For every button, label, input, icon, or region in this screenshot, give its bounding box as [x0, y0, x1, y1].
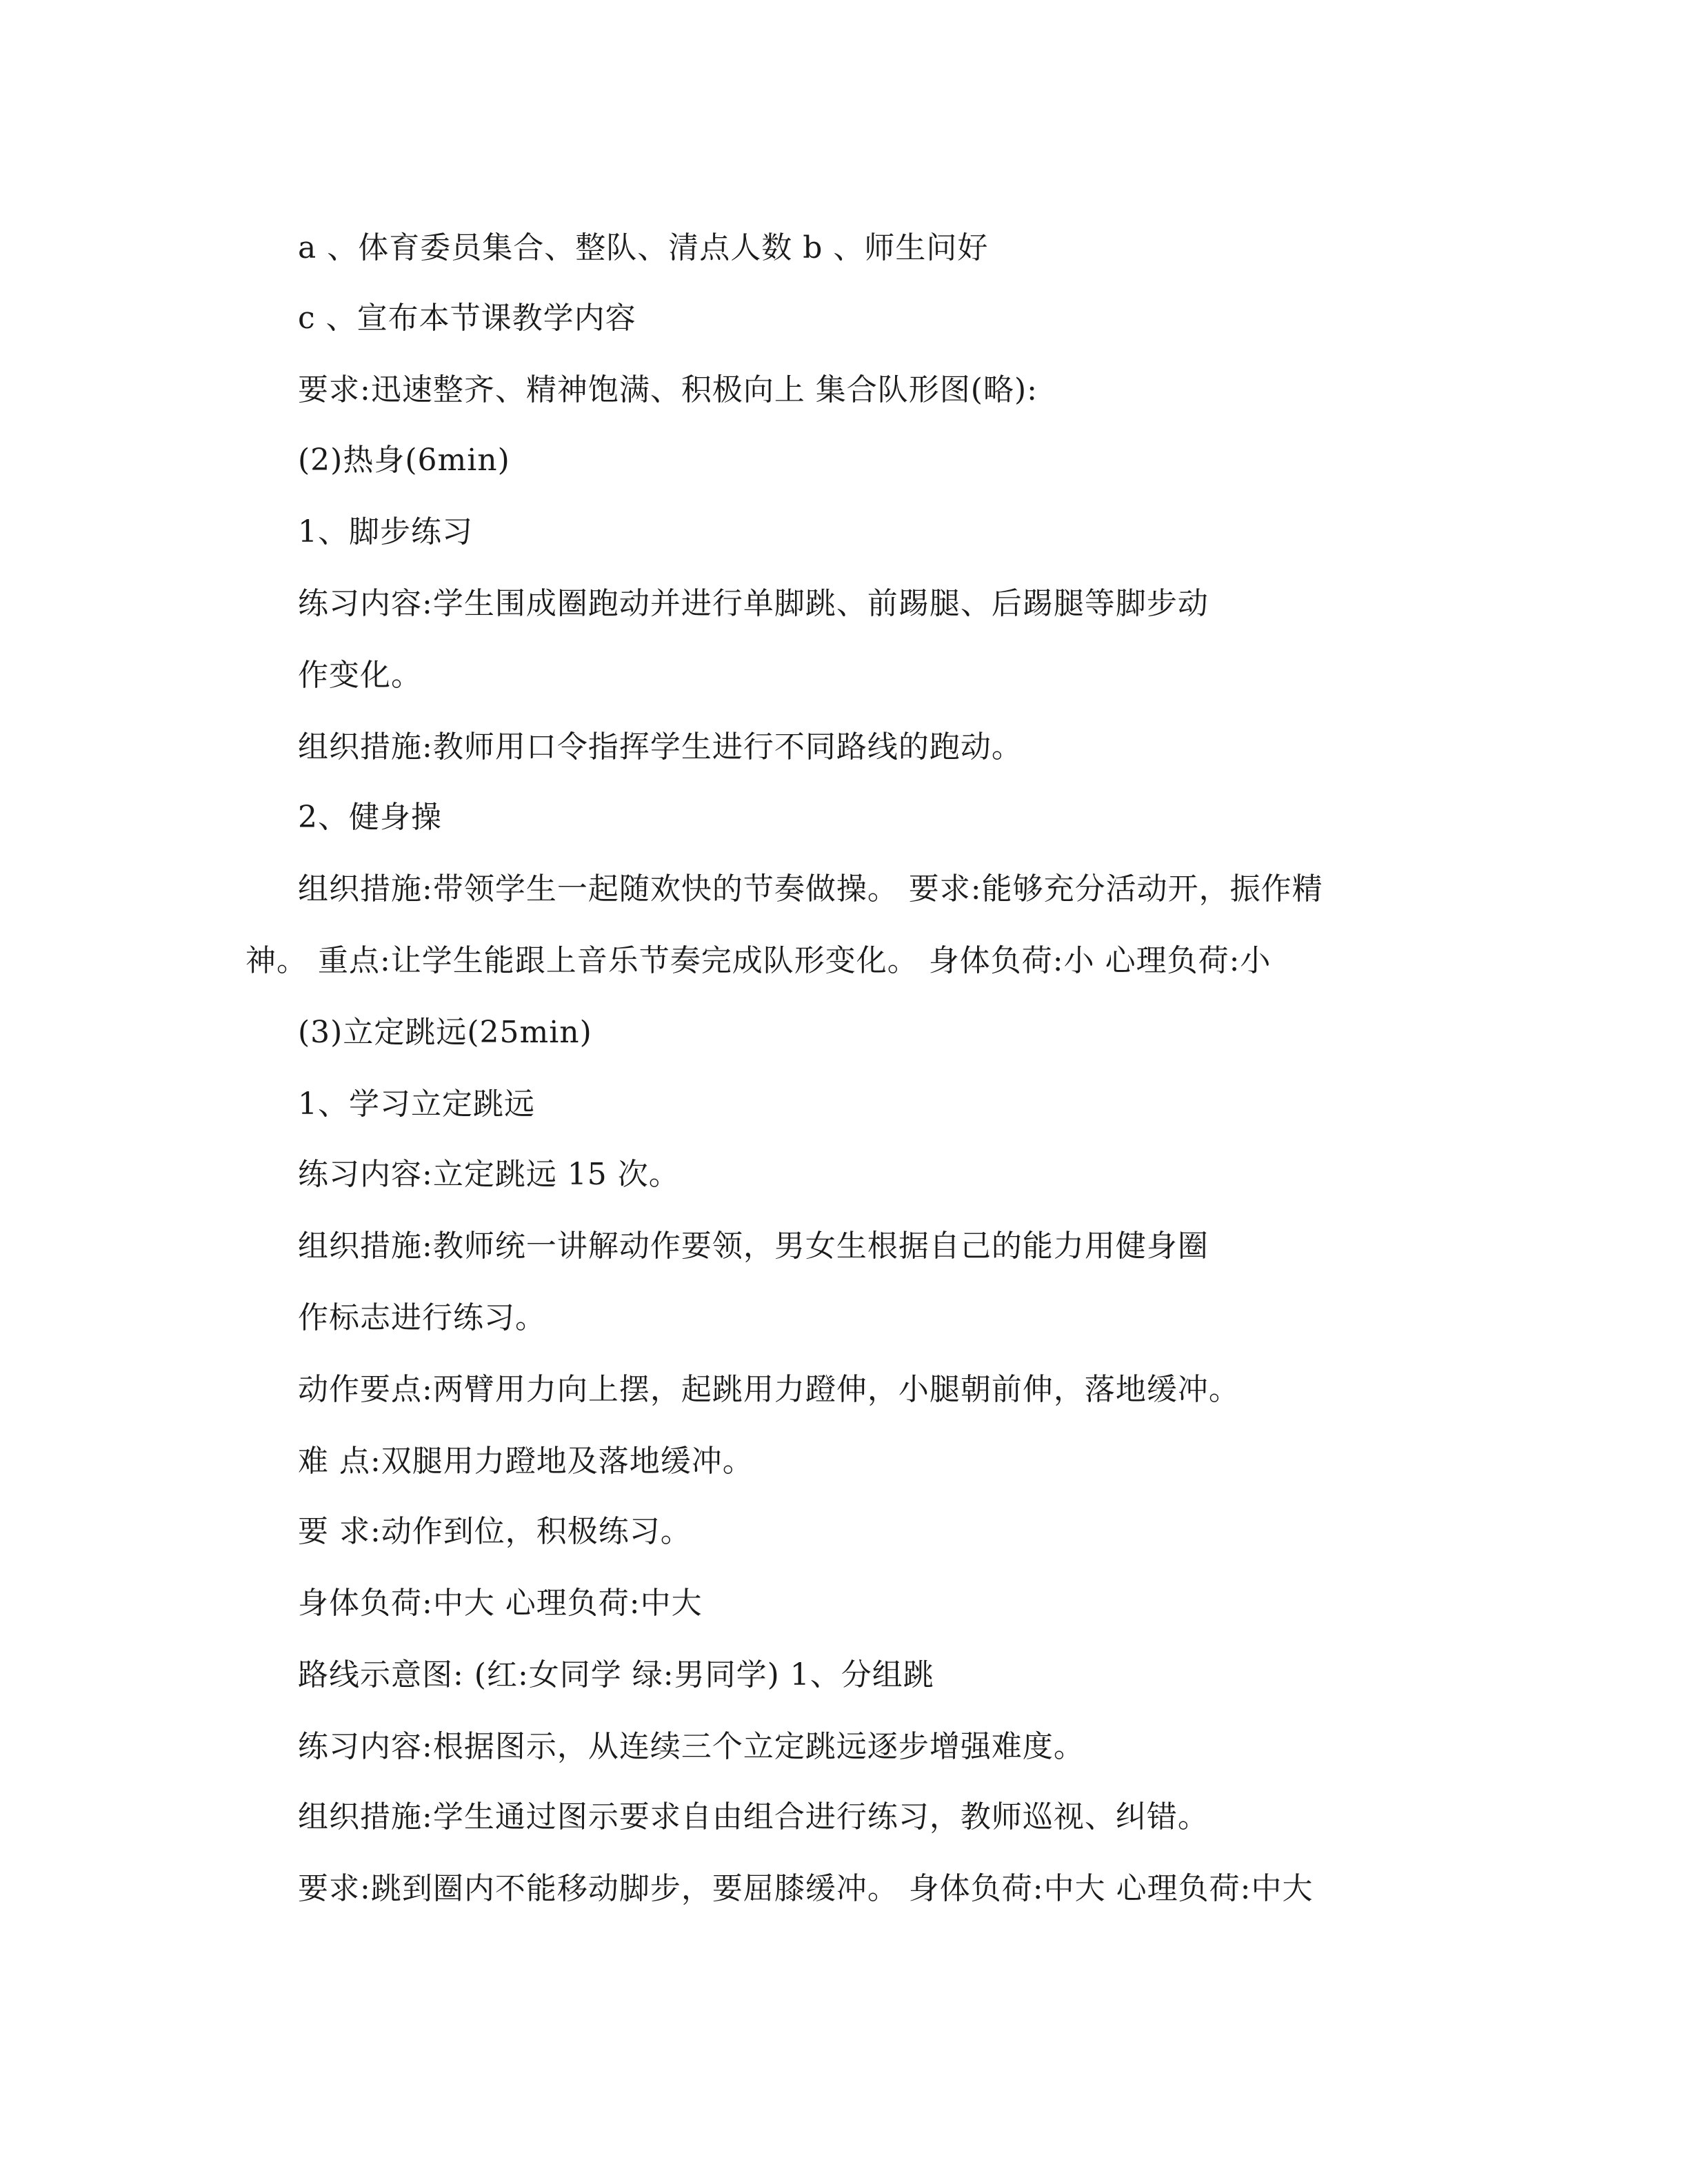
text-line-16: 作标志进行练习。	[298, 1300, 546, 1335]
text-line-12: (3)立定跳远(25min)	[298, 1015, 592, 1050]
text-line-24: 要求:跳到圈内不能移动脚步，要屈膝缓冲。 身体负荷:中大 心理负荷:中大	[298, 1871, 1314, 1906]
text-line-19: 要 求:动作到位，积极练习。	[298, 1514, 692, 1549]
text-line-15: 组织措施:教师统一讲解动作要领，男女生根据自己的能力用健身圈	[298, 1228, 1209, 1264]
text-line-21: 路线示意图: (红:女同学 绿:男同学) 1、分组跳	[298, 1657, 934, 1692]
text-line-7: 作变化。	[298, 658, 422, 693]
text-line-6: 练习内容:学生围成圈跑动并进行单脚跳、前踢腿、后踢腿等脚步动	[298, 586, 1209, 621]
text-line-2: c 、宣布本节课教学内容	[298, 301, 636, 336]
text-line-10: 组织措施:带领学生一起随欢快的节奏做操。 要求:能够充分活动开，振作精	[298, 871, 1323, 907]
text-line-11: 神。 重点:让学生能跟上音乐节奏完成队形变化。 身体负荷:小 心理负荷:小	[245, 943, 1272, 978]
text-line-8: 组织措施:教师用口令指挥学生进行不同路线的跑动。	[298, 729, 1023, 765]
text-line-9: 2、健身操	[298, 800, 442, 835]
text-line-20: 身体负荷:中大 心理负荷:中大	[298, 1586, 703, 1621]
text-line-3: 要求:迅速整齐、精神饱满、积极向上 集合队形图(略):	[298, 372, 1038, 407]
text-line-17: 动作要点:两臂用力向上摆，起跳用力蹬伸，小腿朝前伸，落地缓冲。	[298, 1372, 1240, 1407]
text-line-14: 练习内容:立定跳远 15 次。	[298, 1157, 680, 1192]
text-line-5: 1、脚步练习	[298, 514, 473, 549]
text-line-22: 练习内容:根据图示，从连续三个立定跳远逐步增强难度。	[298, 1729, 1085, 1764]
text-line-4: (2)热身(6min)	[298, 443, 510, 478]
text-line-1: a 、体育委员集合、整队、清点人数 b 、师生问好	[298, 230, 989, 265]
text-line-18: 难 点:双腿用力蹬地及落地缓冲。	[298, 1444, 754, 1479]
text-line-23: 组织措施:学生通过图示要求自由组合进行练习，教师巡视、纠错。	[298, 1799, 1209, 1834]
text-line-13: 1、学习立定跳远	[298, 1086, 535, 1122]
